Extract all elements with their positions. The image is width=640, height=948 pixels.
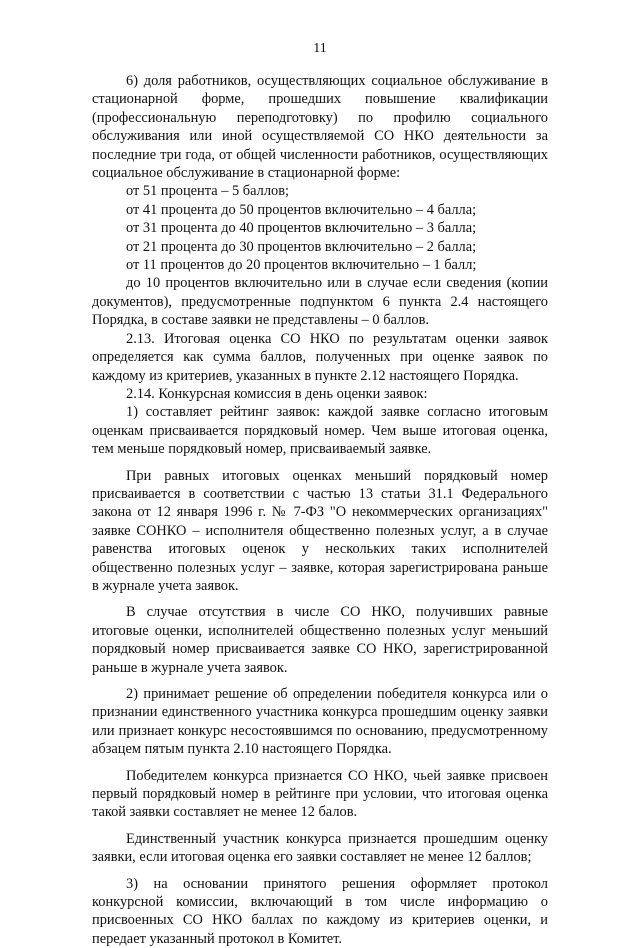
score-line-0: до 10 процентов включительно или в случае если сведения (копии документов), предусмотренные подпунктом 6 пункта 2.4 настоящего Порядка, в составе заявки не представлены – 0 баллов.: [92, 275, 548, 329]
paragraph-2-14-1: 1) составляет рейтинг заявок: каждой заявке согласно итоговым оценкам присваивается порядковый номер. Чем выше итоговая оценка, тем меньше порядковый номер, присваиваемый заявке.: [92, 404, 548, 458]
score-line-1: от 11 процентов до 20 процентов включительно – 1 балл;: [126, 257, 477, 274]
score-line-4: от 41 процента до 50 процентов включительно – 4 балла;: [126, 201, 477, 218]
paragraph-2-13: 2.13. Итоговая оценка СО НКО по результатам оценки заявок определяется как сумма баллов, полученных при оценке заявок по каждому из критериев, указанных в пункте 2.12 настоящего Порядка.: [92, 330, 548, 384]
document-body: [92, 72, 548, 948]
score-line-5: от 51 процента – 5 баллов;: [126, 183, 289, 200]
page-number: 11: [313, 41, 327, 56]
paragraph-single-participant: Единственный участник конкурса признается прошедшим оценку заявки, если итоговая оценка его заявки составляет не менее 12 баллов;: [92, 830, 548, 866]
paragraph-winner: Победителем конкурса признается СО НКО, чьей заявке присвоен первый порядковый номер в рейтинге при условии, что итоговая оценка такой заявки составляет не менее 12 балов.: [92, 767, 548, 821]
score-line-3: от 31 процента до 40 процентов включительно – 3 балла;: [126, 220, 477, 237]
paragraph-equal-scores: При равных итоговых оценках меньший порядковый номер присваивается в соответствии с частью 13 статьи 31.1 Федерального закона от 12 января 1996 г. № 7-ФЗ "О некоммерческих организациях" заявке СОНКО – исполнителя общественно полезных услуг, а в случае равенства итоговых оценок у нескольких таких исполнителей общественно полезных услуг – заявке, которая зарегистрирована раньше в журнале учета заявок.: [92, 467, 548, 594]
paragraph-2-14: 2.14. Конкурсная комиссия в день оценки заявок:: [126, 385, 428, 402]
paragraph-2-14-3: 3) на основании принятого решения оформляет протокол конкурсной комиссии, включающий в том числе информацию о присвоенных СО НКО баллах по каждому из критериев оценки, и передает указанный протокол в Комитет.: [92, 875, 548, 947]
score-line-2: от 21 процента до 30 процентов включительно – 2 балла;: [126, 238, 477, 255]
paragraph-2-14-2: 2) принимает решение об определении победителя конкурса или о признании единственного участника конкурса прошедшим оценку заявки или признает конкурс несостоявшимся по основанию, предусмотренному абзацем пятым пункта 2.10 настоящего Порядка.: [92, 686, 548, 758]
paragraph-criterion-6: 6) доля работников, осуществляющих социальное обслуживание в стационарной форме, прошедших повышение квалификации (профессиональную переподготовку) по профилю социального обслуживания или иной осуществляемой СО НКО деятельности за последние три года, от общей численности работников, осуществляющих социальное обслуживание в стационарной форме:: [92, 73, 548, 182]
paragraph-no-equal-providers: В случае отсутствия в числе СО НКО, получивших равные итоговые оценки, исполнителей общественно полезных услуг меньший порядковый номер присваивается заявке СО НКО, зарегистрированной раньше в журнале учета заявок.: [92, 604, 548, 676]
